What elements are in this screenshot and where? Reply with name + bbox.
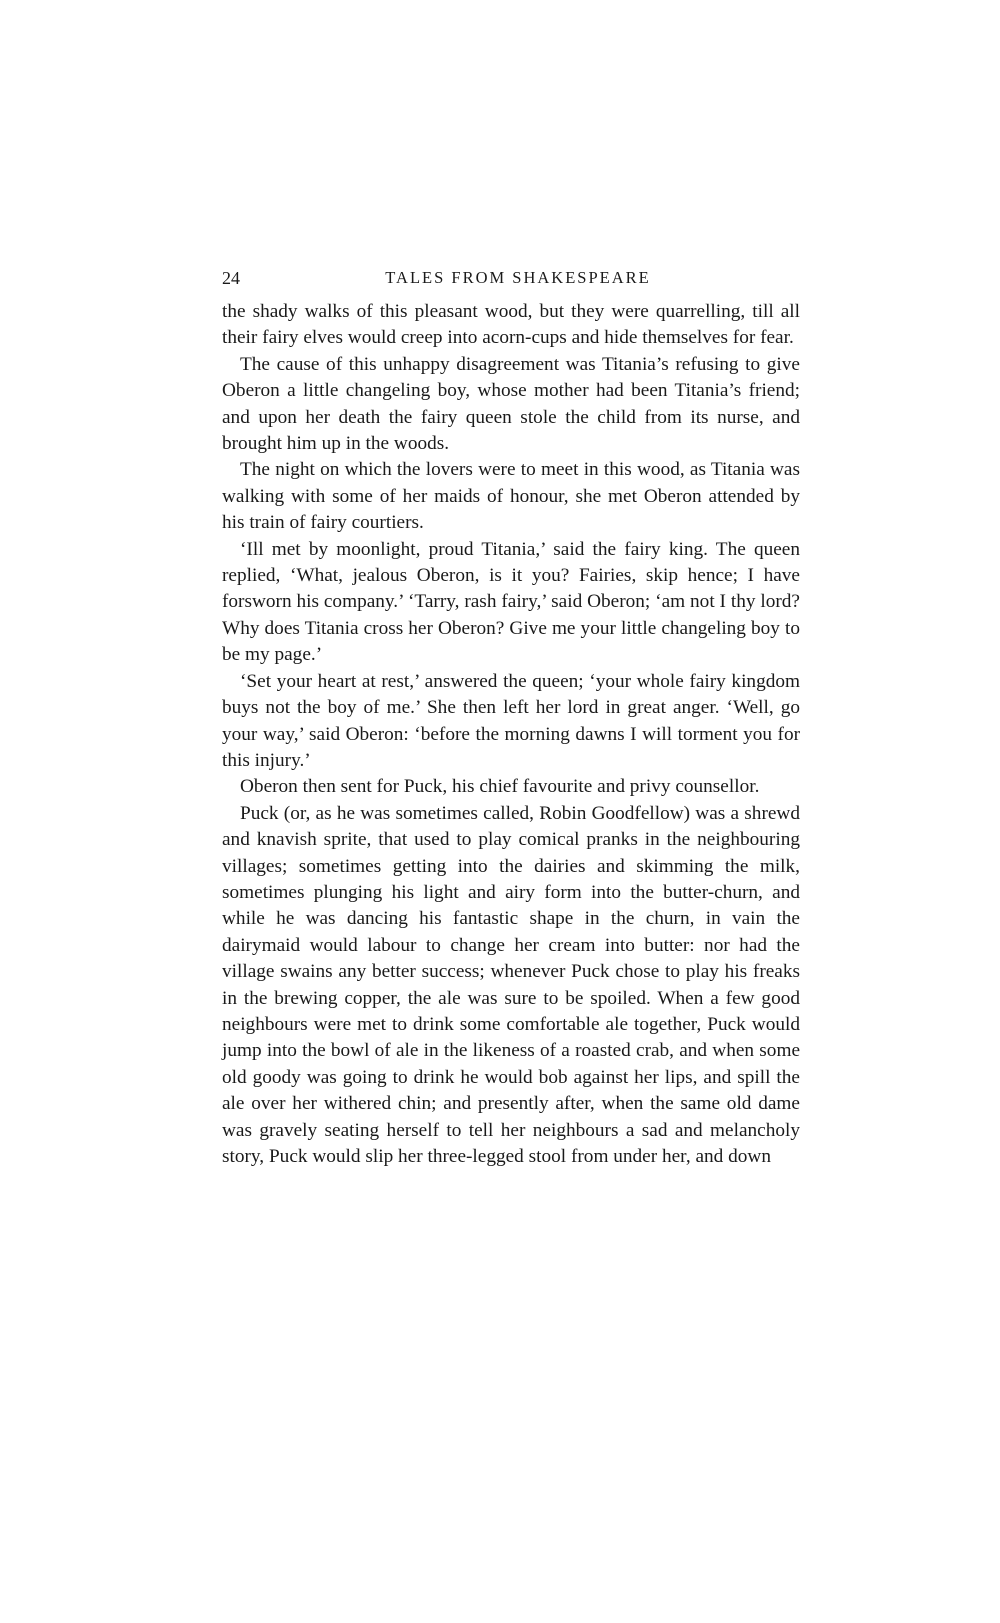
book-title: TALES FROM SHAKESPEARE: [385, 268, 651, 287]
body-text: [222, 299, 800, 1170]
paragraph-continued: the shady walks of this pleasant wood, but they were quarrelling, till all their fairy elves would creep into acorn-cups and hide themselves for fear.: [222, 301, 800, 349]
paragraph: ‘Set your heart at rest,’ answered the queen; ‘your whole fairy kingdom buys not the boy of me.’ She then left her lord in great anger. ‘Well, go your way,’ said Oberon: ‘before the morning dawns I will torment you for this injury.’: [222, 670, 800, 771]
paragraph: ‘Ill met by moonlight, proud Titania,’ said the fairy king. The queen replied, ‘What, jealous Oberon, is it you? Fairies, skip hence; I have forsworn his company.’ ‘Tarry, rash fairy,’ said Oberon; ‘am not I thy lord? Why does Titania cross her Oberon? Give me your little changeling boy to be my page.’: [222, 538, 800, 666]
book-page: [222, 266, 800, 1170]
paragraph: The cause of this unhappy disagreement was Titania’s refusing to give Oberon a little changeling boy, whose mother had been Titania’s friend; and upon her death the fairy queen stole the child from its nurse, and brought him up in the woods.: [222, 353, 800, 455]
paragraph: Puck (or, as he was sometimes called, Robin Goodfellow) was a shrewd and knavish sprite, that used to play comical pranks in the neighbouring villages; sometimes getting into the dairies and skimming the milk, sometimes plunging his light and airy form into the butter-churn, and while he was dancing his fantastic shape in the churn, in vain the dairymaid would labour to change her cream into butter: nor had the village swains any better success; whenever Puck chose to play his freaks in the brewing copper, the ale was sure to be spoiled. When a few good neighbours were met to drink some comfortable ale together, Puck would jump into the bowl of ale in the likeness of a roasted crab, and when some old goody was going to drink he would bob against her lips, and spill the ale over her withered chin; and presently after, when the same old dame was gravely seating herself to tell her neighbours a sad and melancholy story, Puck would slip her three-legged stool from under her, and down: [222, 802, 800, 1167]
running-head: [222, 266, 800, 290]
paragraph: The night on which the lovers were to meet in this wood, as Titania was walking with some of her maids of honour, she met Oberon attended by his train of fairy courtiers.: [222, 459, 800, 534]
page-number: 24: [222, 268, 240, 288]
paragraph: Oberon then sent for Puck, his chief favourite and privy counsellor.: [240, 776, 760, 798]
